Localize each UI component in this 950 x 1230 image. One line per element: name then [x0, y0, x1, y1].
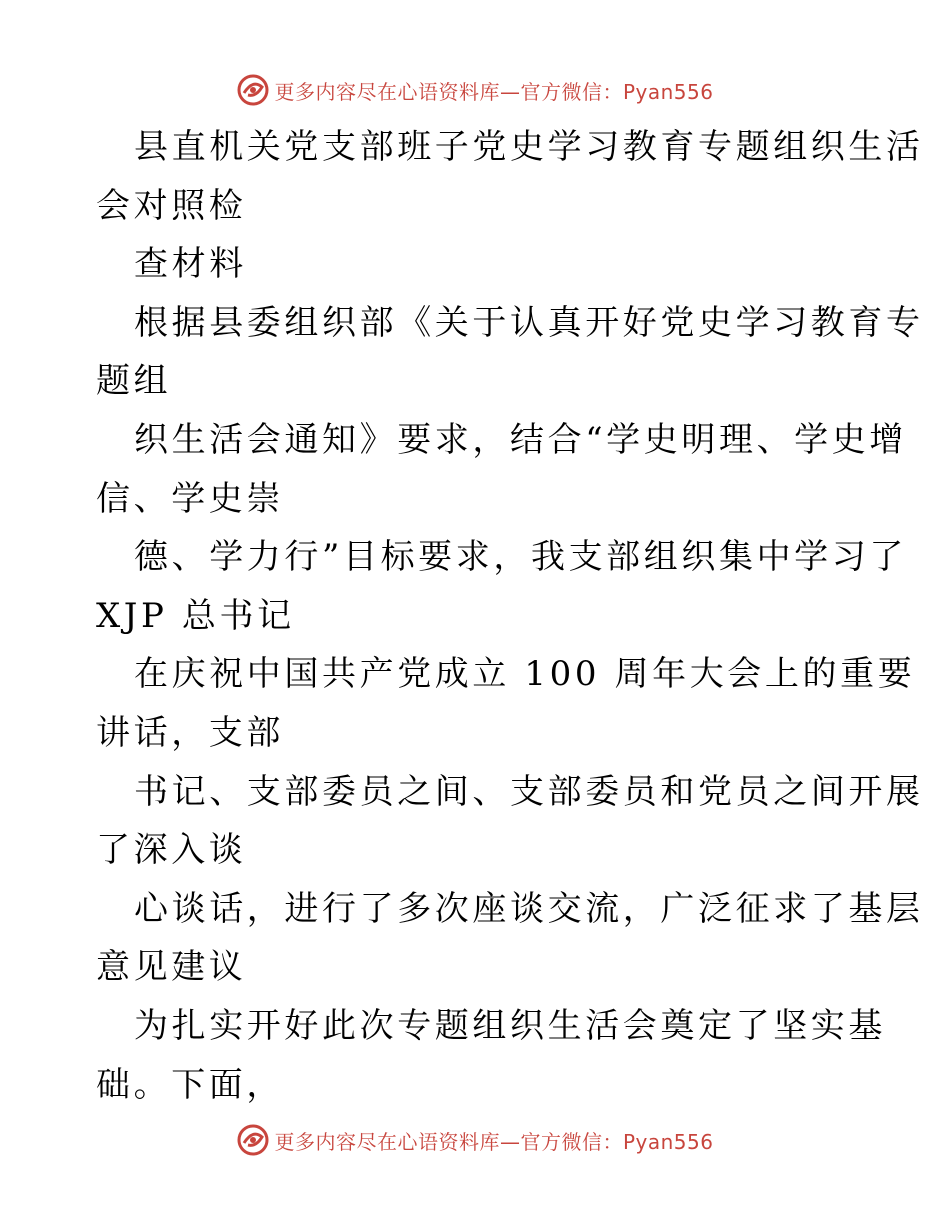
- document-line: 信、学史崇: [96, 478, 284, 519]
- red-swirl-logo-icon: [236, 1123, 270, 1157]
- document-line: 织生活会通知》要求，结合“学史明理、学史增: [134, 419, 907, 460]
- red-swirl-logo-icon: [236, 73, 270, 107]
- document-line: 德、学力行”目标要求，我支部组织集中学习了: [134, 537, 907, 578]
- document-line: 意见建议: [96, 947, 247, 988]
- document-line: 础。下面，: [96, 1064, 284, 1105]
- footer-banner: [0, 1120, 950, 1160]
- document-line: 书记、支部委员之间、支部委员和党员之间开展: [134, 771, 924, 812]
- document-body: [96, 118, 924, 1114]
- document-line: 为扎实开好此次专题组织生活会奠定了坚实基: [134, 1005, 886, 1046]
- document-line: 心谈话，进行了多次座谈交流，广泛征求了基层: [134, 888, 924, 929]
- header-banner-text: 更多内容尽在心语资料库—官方微信：Pyan556: [274, 79, 714, 104]
- document-line: 根据县委组织部《关于认真开好党史学习教育专: [134, 302, 924, 343]
- footer-banner-text: 更多内容尽在心语资料库—官方微信：Pyan556: [274, 1129, 714, 1154]
- header-banner: [0, 70, 950, 110]
- document-line: 在庆祝中国共产党成立 100 周年大会上的重要: [134, 654, 916, 695]
- document-line: 了深入谈: [96, 830, 247, 871]
- document-line: 查材料: [134, 244, 247, 285]
- document-line: 题组: [96, 361, 172, 402]
- document-line: 县直机关党支部班子党史学习教育专题组织生活: [134, 127, 924, 167]
- document-line: 会对照检: [96, 185, 247, 226]
- document-line: 讲话，支部: [96, 712, 284, 753]
- document-line: XJP 总书记: [96, 595, 295, 636]
